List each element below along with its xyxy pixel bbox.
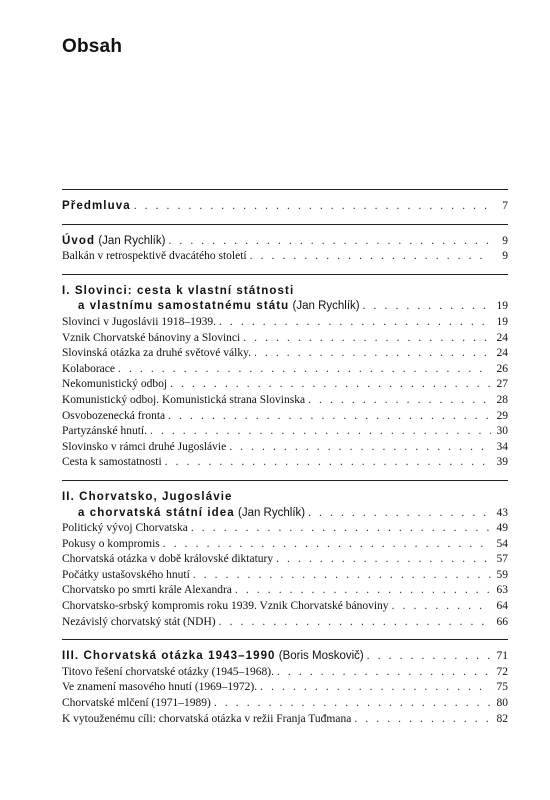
page-number: 28 [496, 393, 508, 406]
page-number: 19 [496, 315, 508, 328]
dot-leader [308, 393, 491, 409]
dot-leader [363, 299, 491, 315]
dot-leader [214, 696, 491, 712]
page-title: Obsah [62, 36, 123, 57]
page-number: 19 [496, 300, 508, 313]
entry-title: Počátky ustašovského hnutí [62, 568, 190, 581]
toc-entry[interactable] [62, 440, 508, 456]
toc-section [62, 630, 508, 727]
page-number: 80 [496, 697, 508, 710]
toc-entry[interactable] [62, 362, 508, 378]
entry-label-group [62, 490, 232, 506]
dot-leader [170, 377, 491, 393]
dot-leader [229, 440, 491, 456]
dot-leader [354, 712, 491, 728]
entry-label-group [62, 393, 305, 409]
entry-label-group [62, 315, 216, 331]
entry-title: Balkán v retrospektivě dvacátého století [62, 250, 247, 263]
entry-author: (Jan Rychlík) [289, 300, 360, 313]
entry-title: II. Chorvatsko, Jugoslávie [62, 490, 233, 503]
toc-entry[interactable] [62, 568, 508, 584]
toc-entry[interactable] [62, 552, 508, 568]
entry-label-group [62, 537, 160, 553]
page-number: 49 [496, 522, 508, 535]
entry-label-group [62, 440, 226, 456]
page-number: 27 [496, 378, 508, 391]
entry-label-group [62, 583, 232, 599]
entry-label-group [62, 284, 294, 300]
entry-title: Předmluva [62, 200, 131, 212]
entry-label-group [62, 455, 162, 471]
toc-entry[interactable] [62, 249, 508, 265]
entry-title: a chorvatská státní idea [78, 506, 235, 519]
toc-entry[interactable] [62, 315, 508, 331]
entry-label-group [62, 552, 273, 568]
entry-label-group [62, 521, 188, 537]
entry-title: Slovinci v Jugoslávii 1918–1939. [62, 315, 216, 328]
dot-leader [235, 583, 491, 599]
entry-title: Slovinská otázka za druhé světové války. [62, 347, 251, 360]
toc-heading[interactable] [62, 649, 508, 665]
entry-label-group [78, 299, 360, 315]
toc-entry[interactable] [62, 712, 508, 728]
toc-section [62, 471, 508, 630]
entry-title: Ve znamení masového hnutí (1969–1972). [62, 681, 258, 694]
dot-leader [219, 615, 491, 631]
page-number: 63 [496, 584, 508, 597]
entry-label-group [62, 712, 351, 728]
dot-leader [168, 234, 491, 250]
entry-label-group [62, 409, 165, 425]
entry-author: (Jan Rychlík) [234, 506, 306, 519]
entry-label-group [62, 234, 165, 250]
entry-title: Úvod [62, 234, 96, 247]
dot-leader [134, 199, 491, 215]
entry-title: Chorvatské mlčení (1971–1989) [62, 697, 211, 710]
entry-title: Chorvatská otázka v době královské diktatury [62, 553, 274, 566]
toc-entry[interactable] [62, 599, 508, 615]
entry-title: Vznik Chorvatské bánoviny a Slovinci [62, 331, 241, 344]
page-number: 57 [496, 553, 508, 566]
dot-leader [260, 680, 491, 696]
entry-title: Osvobozenecká fronta [62, 409, 166, 422]
dot-leader [277, 665, 491, 681]
dot-leader [243, 331, 491, 347]
entry-label-group [62, 362, 115, 378]
entry-label-group [62, 249, 247, 265]
toc-heading[interactable] [62, 199, 508, 215]
dot-leader [276, 552, 491, 568]
page-number: 30 [496, 425, 508, 438]
entry-title: Slovinsko v rámci druhé Jugoslávie [62, 440, 227, 453]
toc-entry[interactable] [62, 615, 508, 631]
dot-leader [150, 424, 491, 440]
entry-author: (Jan Rychlík) [95, 234, 166, 247]
entry-title: Titovo řešení chorvatské otázky (1945–1968). [62, 665, 274, 678]
entry-label-group [62, 649, 364, 665]
page-number: 39 [496, 456, 508, 469]
toc-entry[interactable] [62, 680, 508, 696]
page-number: 9 [502, 250, 508, 263]
toc-entry[interactable] [62, 665, 508, 681]
toc-entry[interactable] [62, 696, 508, 712]
page-number: 82 [496, 712, 508, 725]
entry-label-group [62, 696, 211, 712]
toc-heading[interactable] [62, 506, 508, 522]
page-number: 64 [496, 600, 508, 613]
page-number: 34 [496, 440, 508, 453]
page-number: 7 [502, 200, 508, 212]
page-number: 71 [496, 650, 508, 663]
table-of-contents [62, 189, 508, 727]
entry-label-group [62, 199, 131, 215]
page-number: 29 [496, 409, 508, 422]
entry-title: I. Slovinci: cesta k vlastní státnosti [62, 284, 295, 297]
dot-leader [367, 649, 491, 665]
dot-leader [250, 249, 491, 265]
entry-title: Chorvatsko-srbský kompromis roku 1939. Vznik Chorvatské bánoviny [62, 600, 389, 613]
entry-title: Chorvatsko po smrti krále Alexandra [62, 584, 232, 597]
dot-leader [392, 599, 491, 615]
toc-entry[interactable] [62, 377, 508, 393]
entry-title: Nekomunistický odboj [62, 378, 168, 391]
toc-section [62, 215, 508, 265]
page-number: 66 [496, 615, 508, 628]
dot-leader [219, 315, 491, 331]
toc-section [62, 189, 508, 215]
entry-label-group [62, 331, 240, 347]
entry-label-group [62, 665, 274, 681]
entry-title: Politický vývoj Chorvatska [62, 522, 188, 535]
entry-title: III. Chorvatská otázka 1943–1990 [62, 650, 276, 663]
toc-entry[interactable] [62, 331, 508, 347]
dot-leader [163, 537, 491, 553]
toc-entry[interactable] [62, 455, 508, 471]
entry-label-group [62, 568, 190, 584]
page-number: 59 [496, 568, 508, 581]
page-number: 24 [496, 347, 508, 360]
entry-title: Nezávislý chorvatský stát (NDH) [62, 615, 216, 628]
entry-label-group [62, 424, 147, 440]
entry-title: Kolaborace [62, 362, 115, 375]
entry-label-group [62, 346, 251, 362]
dot-leader [193, 568, 491, 584]
entry-title: Partyzánské hnutí. [62, 425, 147, 438]
toc-entry[interactable] [62, 393, 508, 409]
toc-entry[interactable] [62, 424, 508, 440]
entry-label-group [62, 377, 167, 393]
entry-title: Komunistický odboj. Komunistická strana Slovinska [62, 393, 306, 406]
entry-label-group [78, 506, 305, 522]
entry-author: (Boris Moskovič) [275, 650, 364, 663]
page-number: 72 [496, 665, 508, 678]
toc-section [62, 265, 508, 471]
page-number: 54 [496, 537, 508, 550]
page-number: 26 [496, 362, 508, 375]
entry-label-group [62, 599, 389, 615]
entry-label-group [62, 615, 216, 631]
entry-title: a vlastnímu samostatnému státu [78, 300, 290, 313]
dot-leader [118, 362, 491, 378]
toc-heading[interactable] [62, 299, 508, 315]
toc-entry[interactable] [62, 583, 508, 599]
dot-leader [168, 409, 491, 425]
dot-leader [165, 455, 491, 471]
dot-leader [308, 506, 491, 522]
entry-title: Pokusy o kompromis [62, 537, 160, 550]
page-number: 43 [496, 506, 508, 519]
entry-label-group [62, 680, 257, 696]
toc-entry[interactable] [62, 521, 508, 537]
page-number: 9 [502, 234, 508, 247]
entry-title: K vytouženému cíli: chorvatská otázka v režii Franja Tuđmana [62, 712, 352, 725]
toc-entry[interactable] [62, 409, 508, 425]
toc-heading[interactable] [62, 234, 508, 250]
toc-heading[interactable] [62, 490, 508, 506]
entry-title: Cesta k samostatnosti [62, 456, 162, 469]
toc-entry[interactable] [62, 537, 508, 553]
dot-leader [254, 346, 491, 362]
page-number: 75 [496, 681, 508, 694]
toc-heading[interactable] [62, 284, 508, 300]
toc-entry[interactable] [62, 346, 508, 362]
dot-leader [191, 521, 491, 537]
page-number: 24 [496, 331, 508, 344]
